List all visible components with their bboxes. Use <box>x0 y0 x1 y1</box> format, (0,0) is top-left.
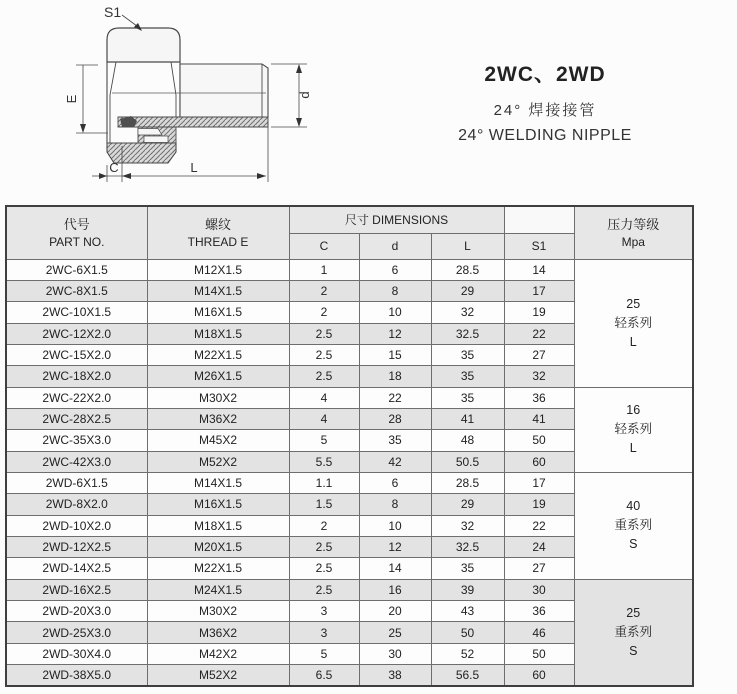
header-dimensions: 尺寸 DIMENSIONS <box>289 206 504 233</box>
pressure-group-line: 25 <box>626 296 641 311</box>
table-cell: 15 <box>359 344 431 365</box>
table-cell: M30X2 <box>147 601 289 622</box>
table-cell: 35 <box>431 387 504 408</box>
table-cell: 2WC-15X2.0 <box>6 344 147 365</box>
table-cell: M26X1.5 <box>147 366 289 387</box>
table-cell: 2WC-42X3.0 <box>6 451 147 472</box>
table-cell: 14 <box>359 558 431 579</box>
table-cell: 46 <box>504 622 574 643</box>
table-cell: 30 <box>504 579 574 600</box>
table-cell: 12 <box>359 323 431 344</box>
table-cell: 2WD-16X2.5 <box>6 579 147 600</box>
table-cell: 60 <box>504 665 574 686</box>
table-cell: 2.5 <box>289 579 359 600</box>
table-cell: M52X2 <box>147 665 289 686</box>
header-s1-spacer <box>504 206 574 233</box>
header-s1: S1 <box>504 233 574 259</box>
table-cell: 10 <box>359 515 431 536</box>
dim-label-s1: S1 <box>104 4 122 20</box>
pressure-group-cell <box>574 579 693 686</box>
table-cell: 5 <box>289 643 359 664</box>
table-cell: 12 <box>359 536 431 557</box>
pressure-group-line: S <box>629 643 638 658</box>
table-cell: 50.5 <box>431 451 504 472</box>
table-row <box>6 387 693 408</box>
table-cell: 22 <box>504 515 574 536</box>
table-cell: 48 <box>431 430 504 451</box>
table-cell: 19 <box>504 302 574 323</box>
pressure-group-line: 40 <box>626 499 641 514</box>
table-cell: 17 <box>504 472 574 493</box>
table-cell: 41 <box>431 408 504 429</box>
table-cell: 36 <box>504 601 574 622</box>
table-cell: 8 <box>359 494 431 515</box>
pressure-group-line: 重系列 <box>614 518 652 533</box>
table-cell: 2.5 <box>289 323 359 344</box>
table-cell: 2WD-20X3.0 <box>6 601 147 622</box>
table-cell: 27 <box>504 344 574 365</box>
table-cell: 32.5 <box>431 536 504 557</box>
header-pressure: 压力等级 Mpa <box>574 206 693 259</box>
dim-label-c: C <box>109 160 119 175</box>
fitting-drawing-svg <box>0 0 400 200</box>
pressure-group-line: 轻系列 <box>614 422 652 437</box>
table-cell: 2WD-8X2.0 <box>6 494 147 515</box>
pressure-group-line: S <box>629 537 638 552</box>
table-cell: 29 <box>431 280 504 301</box>
table-cell: 50 <box>431 622 504 643</box>
table-cell: 32 <box>431 302 504 323</box>
section-hatch <box>118 117 268 127</box>
table-cell: 25 <box>359 622 431 643</box>
table-cell: 28 <box>359 408 431 429</box>
table-cell: 14 <box>504 259 574 280</box>
table-cell: 4 <box>289 408 359 429</box>
product-title-block <box>420 58 670 145</box>
table-cell: M52X2 <box>147 451 289 472</box>
table-cell: M18X1.5 <box>147 323 289 344</box>
table-cell: 2WC-12X2.0 <box>6 323 147 344</box>
table-cell: 30 <box>359 643 431 664</box>
pressure-group-cell <box>574 472 693 579</box>
product-subtitle-cn: 24° 焊接接管 <box>493 102 597 119</box>
table-cell: 2WC-28X2.5 <box>6 408 147 429</box>
table-cell: 20 <box>359 601 431 622</box>
table-cell: 32.5 <box>431 323 504 344</box>
table-cell: 52 <box>431 643 504 664</box>
table-cell: 2WC-18X2.0 <box>6 366 147 387</box>
table-cell: 32 <box>431 515 504 536</box>
table-cell: 3 <box>289 622 359 643</box>
table-cell: 3 <box>289 601 359 622</box>
table-cell: 6 <box>359 259 431 280</box>
pressure-group-line: 16 <box>626 403 641 418</box>
table-cell: 28.5 <box>431 259 504 280</box>
table-row <box>6 472 693 493</box>
table-cell: 2.5 <box>289 366 359 387</box>
table-cell: M12X1.5 <box>147 259 289 280</box>
table-cell: 10 <box>359 302 431 323</box>
table-cell: 16 <box>359 579 431 600</box>
dim-label-l: L <box>190 160 198 175</box>
table-cell: 17 <box>504 280 574 301</box>
header-part-no: 代号 PART NO. <box>6 206 147 259</box>
table-cell: M14X1.5 <box>147 472 289 493</box>
header-c: C <box>289 233 359 259</box>
table-cell: M36X2 <box>147 622 289 643</box>
table-cell: 38 <box>359 665 431 686</box>
table-cell: 2WC-35X3.0 <box>6 430 147 451</box>
table-cell: 2WD-6X1.5 <box>6 472 147 493</box>
product-model: 2WC、2WD <box>484 63 606 86</box>
table-cell: 2 <box>289 280 359 301</box>
table-cell: 56.5 <box>431 665 504 686</box>
pressure-group-line: L <box>629 441 637 456</box>
technical-drawing <box>0 0 400 200</box>
table-cell: 35 <box>431 558 504 579</box>
table-cell: M36X2 <box>147 408 289 429</box>
table-cell: 6.5 <box>289 665 359 686</box>
table-cell: 2WC-22X2.0 <box>6 387 147 408</box>
table-cell: 39 <box>431 579 504 600</box>
table-cell: 2WD-14X2.5 <box>6 558 147 579</box>
table-cell: 2WC-6X1.5 <box>6 259 147 280</box>
table-cell: 32 <box>504 366 574 387</box>
table-cell: 50 <box>504 430 574 451</box>
table-cell: 28.5 <box>431 472 504 493</box>
pressure-group-line: 25 <box>626 605 641 620</box>
table-cell: 2WC-10X1.5 <box>6 302 147 323</box>
table-cell: 2 <box>289 302 359 323</box>
table-cell: 4 <box>289 387 359 408</box>
table-cell: 5.5 <box>289 451 359 472</box>
dim-label-d: d <box>297 91 312 99</box>
table-cell: 1 <box>289 259 359 280</box>
table-cell: 22 <box>359 387 431 408</box>
table-cell: 29 <box>431 494 504 515</box>
nut-shape <box>107 28 180 62</box>
spec-table <box>5 205 694 687</box>
table-cell: 2.5 <box>289 536 359 557</box>
table-row <box>6 579 693 600</box>
pressure-group-cell <box>574 387 693 472</box>
table-cell: 2 <box>289 515 359 536</box>
table-cell: 35 <box>359 430 431 451</box>
table-cell: 27 <box>504 558 574 579</box>
table-cell: 22 <box>504 323 574 344</box>
table-cell: 35 <box>431 344 504 365</box>
product-subtitle-en: 24° WELDING NIPPLE <box>458 127 632 144</box>
pressure-group-line: L <box>629 334 637 349</box>
table-cell: 41 <box>504 408 574 429</box>
spec-table-body <box>6 259 693 686</box>
table-cell: 1.1 <box>289 472 359 493</box>
table-cell: M42X2 <box>147 643 289 664</box>
table-cell: M16X1.5 <box>147 494 289 515</box>
table-cell: 2WD-12X2.5 <box>6 536 147 557</box>
table-cell: M30X2 <box>147 387 289 408</box>
pipe-shape <box>180 64 268 117</box>
table-cell: 5 <box>289 430 359 451</box>
table-cell: M22X1.5 <box>147 558 289 579</box>
pressure-group-line: 重系列 <box>614 624 652 639</box>
dim-label-e: E <box>64 94 79 104</box>
table-cell: 24 <box>504 536 574 557</box>
table-cell: 50 <box>504 643 574 664</box>
table-cell: M14X1.5 <box>147 280 289 301</box>
table-cell: 2WD-25X3.0 <box>6 622 147 643</box>
table-cell: 42 <box>359 451 431 472</box>
table-cell: M24X1.5 <box>147 579 289 600</box>
table-cell: 2.5 <box>289 344 359 365</box>
pressure-group-line: 轻系列 <box>614 315 652 330</box>
table-cell: 43 <box>431 601 504 622</box>
table-cell: 6 <box>359 472 431 493</box>
spec-table-header <box>6 206 693 259</box>
table-cell: 2WD-38X5.0 <box>6 665 147 686</box>
table-cell: 2.5 <box>289 558 359 579</box>
table-cell: 35 <box>431 366 504 387</box>
header-d: d <box>359 233 431 259</box>
table-cell: 2WD-10X2.0 <box>6 515 147 536</box>
table-cell: M18X1.5 <box>147 515 289 536</box>
table-cell: 18 <box>359 366 431 387</box>
pressure-group-cell <box>574 259 693 387</box>
table-cell: 2WD-30X4.0 <box>6 643 147 664</box>
table-cell: M16X1.5 <box>147 302 289 323</box>
table-cell: M20X1.5 <box>147 536 289 557</box>
table-cell: 19 <box>504 494 574 515</box>
table-cell: M45X2 <box>147 430 289 451</box>
table-cell: 60 <box>504 451 574 472</box>
table-cell: 1.5 <box>289 494 359 515</box>
table-cell: 8 <box>359 280 431 301</box>
table-cell: 2WC-8X1.5 <box>6 280 147 301</box>
header-thread: 螺纹 THREAD E <box>147 206 289 259</box>
table-row <box>6 259 693 280</box>
header-l: L <box>431 233 504 259</box>
table-cell: M22X1.5 <box>147 344 289 365</box>
table-cell: 36 <box>504 387 574 408</box>
